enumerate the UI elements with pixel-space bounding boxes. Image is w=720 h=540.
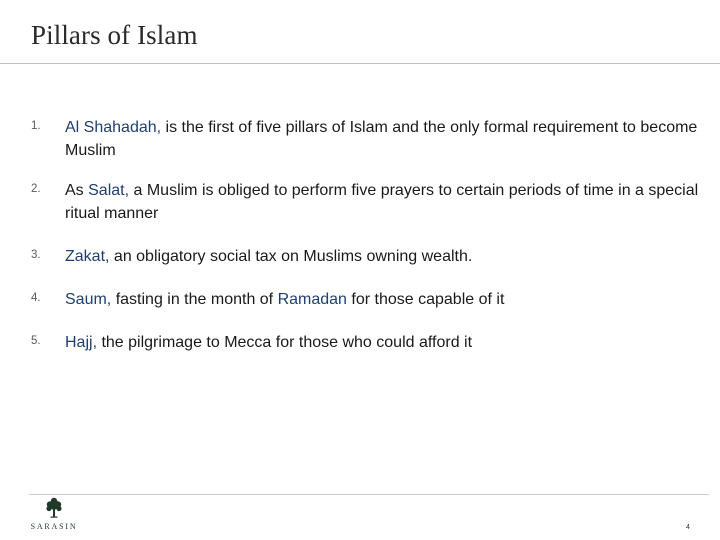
pillar-text — [65, 116, 705, 162]
pillar-text — [65, 245, 705, 268]
pillar-prefix: As — [65, 182, 89, 199]
footer-divider — [29, 494, 709, 495]
pillar-description: is the first of five pillars of Islam and the only formal requirement to become Muslim — [65, 119, 698, 159]
sarasin-logo — [26, 497, 82, 537]
pillar-number: 3. — [31, 249, 41, 261]
slide-title: Pillars of Islam — [31, 20, 198, 50]
pillar-description: the pilgrimage to Mecca for those who could afford it — [97, 334, 473, 351]
pillar-number: 4. — [31, 292, 41, 304]
pillar-term: Al Shahadah, — [65, 119, 162, 136]
pillar-description: an obligatory social tax on Muslims owning wealth. — [109, 248, 473, 265]
pillar-number: 1. — [31, 120, 41, 132]
logo-wordmark: SARASIN — [30, 522, 78, 531]
pillar-description: fasting in the month of — [111, 291, 278, 308]
title-divider — [0, 63, 720, 64]
pillar-text — [65, 288, 705, 311]
pillar-term-ramadan: Ramadan — [277, 291, 347, 308]
pillar-text — [65, 331, 705, 354]
pillar-description-end: for those capable of it — [346, 291, 505, 308]
pillar-description: a Muslim is obliged to perform five prayers to certain periods of time in a special ritual manner — [65, 182, 699, 222]
page-number: 4 — [686, 524, 690, 531]
pillar-term: Saum, — [65, 291, 112, 308]
pillar-term: Hajj, — [65, 334, 98, 351]
pillar-number: 2. — [31, 183, 41, 195]
pillar-text — [65, 179, 705, 225]
pillar-number: 5. — [31, 335, 41, 347]
tree-icon — [45, 497, 63, 519]
pillar-term: Salat, — [88, 182, 130, 199]
pillar-term: Zakat, — [65, 248, 110, 265]
